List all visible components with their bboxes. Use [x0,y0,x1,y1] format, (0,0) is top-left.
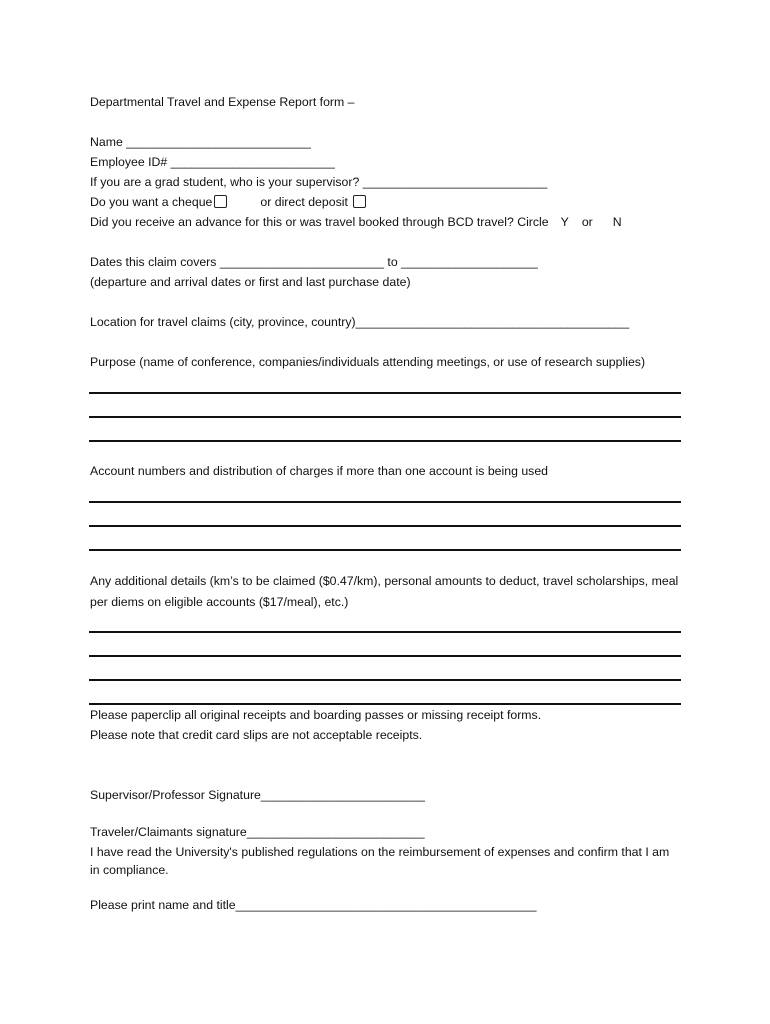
purpose-line-1[interactable] [89,392,681,394]
payment-method-row [90,194,366,210]
advance-or-text: or [581,215,593,229]
supervisor-signature-field[interactable]: Supervisor/Professor Signature________________________ [90,788,426,802]
details-line-2[interactable] [89,655,681,657]
cheque-checkbox[interactable] [214,195,227,208]
account-line-3[interactable] [89,549,681,551]
compliance-statement: I have read the University's published regulations on the reimbursement of expenses and confirm that I am in compliance. [90,845,670,877]
account-label: Account numbers and distribution of charges if more than one account is being used [90,464,548,478]
advance-yes-option[interactable]: Y [560,215,569,229]
dates-from-field[interactable]: Dates this claim covers ________________________ [90,255,384,269]
dates-row [90,254,538,270]
direct-deposit-label: or direct deposit [260,195,348,209]
receipts-note-2: Please note that credit card slips are not acceptable receipts. [90,728,423,742]
details-line-3[interactable] [89,679,681,681]
details-line-1[interactable] [89,631,681,633]
form-title: Departmental Travel and Expense Report form – [90,95,355,109]
direct-deposit-checkbox[interactable] [353,195,366,208]
dates-note: (departure and arrival dates or first and last purchase date) [90,275,411,289]
purpose-line-3[interactable] [89,440,681,442]
purpose-line-2[interactable] [89,416,681,418]
account-line-1[interactable] [89,501,681,503]
receipts-note-1: Please paperclip all original receipts and boarding passes or missing receipt forms. [90,708,542,722]
additional-details-label: Any additional details (km’s to be claimed ($0.47/km), personal amounts to deduct, travel scholarships, meal per diems on eligible accounts ($17/meal), etc.) [90,574,679,609]
advance-no-option[interactable]: N [612,215,622,229]
print-name-field[interactable]: Please print name and title____________________________________________ [90,898,537,912]
details-line-4[interactable] [89,703,681,705]
location-field[interactable]: Location for travel claims (city, province, country)________________________________________ [90,315,630,329]
advance-question-row [90,214,622,230]
supervisor-field[interactable]: If you are a grad student, who is your supervisor? ___________________________ [90,175,548,189]
account-line-2[interactable] [89,525,681,527]
name-field[interactable]: Name ___________________________ [90,135,311,149]
dates-to-field[interactable]: to ____________________ [387,255,538,269]
traveler-signature-field[interactable]: Traveler/Claimants signature__________________________ [90,825,425,839]
advance-question: Did you receive an advance for this or was travel booked through BCD travel? Circle [90,215,549,229]
cheque-label: Do you want a cheque [90,195,213,209]
purpose-label: Purpose (name of conference, companies/individuals attending meetings, or use of research supplies) [90,355,646,369]
employee-id-field[interactable]: Employee ID# ________________________ [90,155,335,169]
